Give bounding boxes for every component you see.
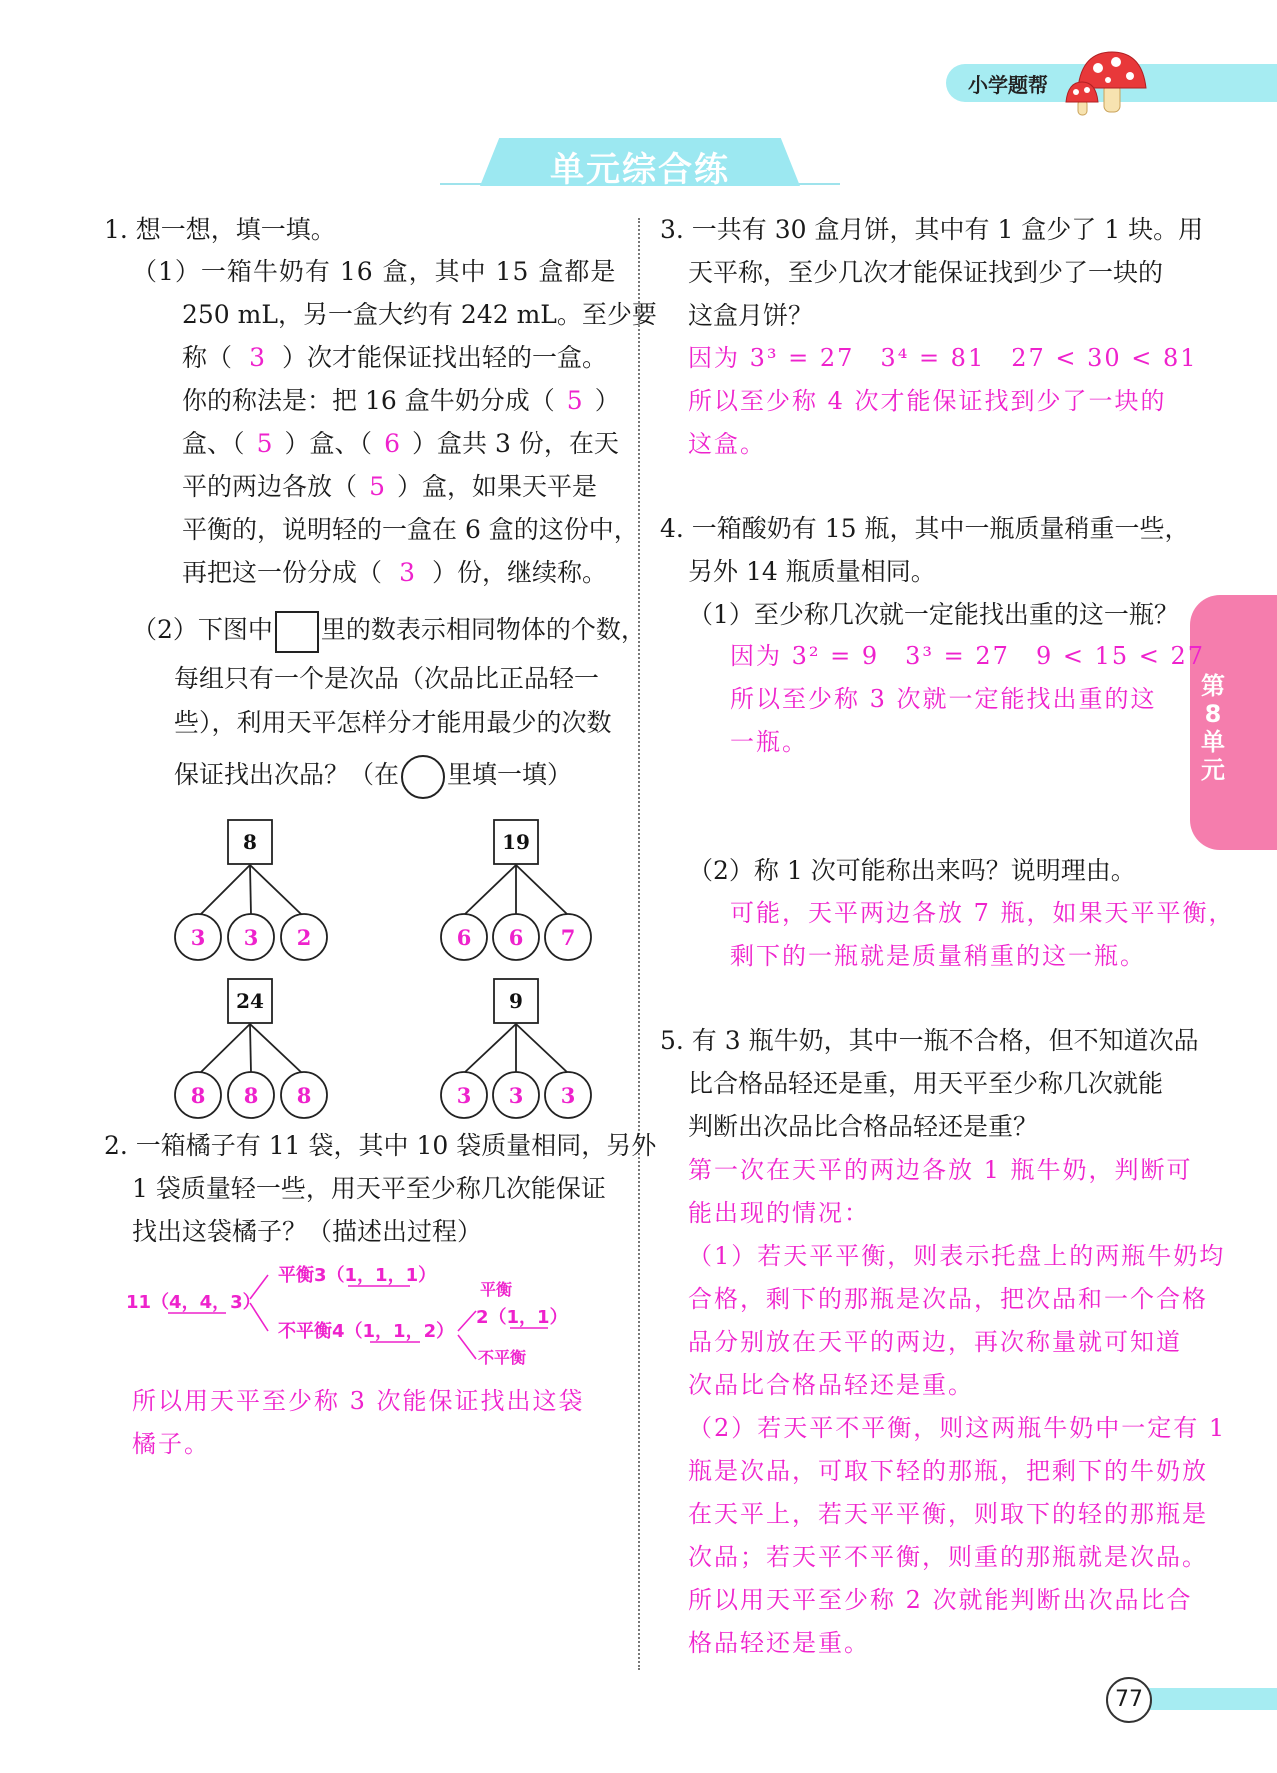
q4-sub2: （2）称 1 次可能称出来吗？说明理由。 — [688, 856, 1136, 885]
tree-leaf-answer: 8 — [296, 1083, 312, 1108]
q4-sub1-answer3: 一瓶。 — [730, 728, 808, 756]
q5-answer: （1）若天平平衡，则表示托盘上的两瓶牛奶均 — [688, 1242, 1226, 1270]
q4-sub1-answer2: 所以至少称 3 次就一定能找出重的这 — [730, 685, 1157, 713]
q4-line2: 另外 14 瓶质量相同。 — [688, 557, 936, 586]
tree-leaf-answer: 3 — [560, 1083, 576, 1108]
square-box-icon — [275, 611, 319, 653]
q1-p2-line1: （2）下图中 里的数表示相同物体的个数， — [132, 608, 646, 653]
q5-answer: 能出现的情况： — [688, 1199, 870, 1227]
q1-p1-line1: （1）一箱牛奶有 16 盒，其中 15 盒都是 — [132, 257, 617, 286]
q2-line1: 2. 一箱橘子有 11 袋，其中 10 袋质量相同，另外 — [104, 1131, 657, 1160]
q2-answer-line2: 橘子。 — [132, 1430, 210, 1458]
tree-root-label: 9 — [509, 989, 523, 1013]
q1-p1-line5: 盒、（ 5 ）盒、（ 6 ）盒共 3 份，在天 — [182, 429, 619, 458]
mushroom-icon — [1060, 44, 1150, 116]
q5-answer: 次品；若天平不平衡，则重的那瓶就是次品。 — [688, 1543, 1208, 1571]
tree-leaf-answer: 3 — [508, 1083, 524, 1108]
q2-mid2: 2（1，1） — [476, 1307, 568, 1328]
q1-p2-line3: 些），利用天平怎样分才能用最少的次数 — [174, 708, 612, 737]
q1-p2-line4: 保证找出次品？（在 里填一填） — [174, 753, 572, 799]
q5-answer: 合格，剩下的那瓶是次品，把次品和一个合格 — [688, 1285, 1208, 1313]
q5-answer: 品分别放在天平的两边，再次称量就可知道 — [688, 1328, 1182, 1356]
tree-leaf-answer: 8 — [243, 1083, 259, 1108]
tree-leaf-answer: 3 — [456, 1083, 472, 1108]
q5-answer: 次品比合格品轻还是重。 — [688, 1371, 974, 1399]
q2-start-node: 11（4，4，3） — [126, 1292, 261, 1313]
q1-p1-line3: 称（ 3 ）次才能保证找出轻的一盒。 — [182, 343, 608, 372]
q5-answer: 所以用天平至少称 2 次就能判断出次品比合 — [688, 1586, 1193, 1614]
answer-blank: 3 — [249, 343, 265, 372]
brand-label: 小学题帮 — [968, 73, 1048, 97]
unit-side-label: 第8单元 — [1201, 672, 1225, 784]
answer-blank: 5 — [566, 386, 583, 415]
answer-blank: 5 — [369, 472, 385, 501]
tree-leaf-answer: 7 — [560, 925, 576, 950]
q5-line3: 判断出次品比合格品轻还是重？ — [688, 1112, 1039, 1141]
answer-blank: 5 — [256, 429, 273, 458]
q1-p1-line4: 你的称法是：把 16 盒牛奶分成（ 5 ） — [182, 386, 620, 415]
q2-process-diagram — [120, 1255, 600, 1375]
answer-blank: 6 — [384, 429, 400, 458]
tree-leaf-answer: 8 — [190, 1083, 206, 1108]
circle-icon — [401, 755, 445, 799]
q5-answer: 瓶是次品，可取下轻的那瓶，把剩下的牛奶放 — [688, 1457, 1208, 1485]
q4-sub1-answer1: 因为 3² = 9 3³ = 27 9 < 15 < 27 — [730, 642, 1206, 670]
q5-answer: 第一次在天平的两边各放 1 瓶牛奶，判断可 — [688, 1156, 1193, 1184]
q5-answer: （2）若天平不平衡，则这两瓶牛奶中一定有 1 — [688, 1414, 1227, 1442]
q2-balance2: 平衡 — [480, 1280, 513, 1299]
q4-sub1: （1）至少称几次就一定能找出重的这一瓶？ — [688, 600, 1179, 629]
column-divider — [638, 218, 640, 1670]
q2-line2: 1 袋质量轻一些，用天平至少称几次能保证 — [132, 1174, 606, 1203]
q5-line2: 比合格品轻还是重，用天平至少称几次就能 — [688, 1069, 1164, 1098]
q5-answer: 格品轻还是重。 — [688, 1629, 870, 1657]
q1-p1-line2: 250 mL，另一盒大约有 242 mL。至少要 — [182, 300, 657, 329]
q2-balance1: 平衡3（1，1，1） — [278, 1265, 437, 1286]
q1-p1-line8: 再把这一份分成（ 3 ）份，继续称。 — [182, 558, 608, 587]
q3-line1: 3. 一共有 30 盒月饼，其中有 1 盒少了 1 块。用 — [660, 215, 1204, 244]
tree-leaf-answer: 3 — [190, 925, 206, 950]
page-number: 77 — [1106, 1677, 1152, 1723]
tree-leaf-answer: 2 — [296, 925, 312, 950]
tree-leaf-answer: 6 — [508, 925, 524, 950]
q1-heading: 1. 想一想，填一填。 — [104, 215, 336, 244]
tree-root-label: 24 — [236, 989, 264, 1013]
q3-line3: 这盒月饼？ — [688, 301, 814, 330]
tree-root-label: 19 — [502, 830, 530, 854]
q3-answer-line2: 所以至少称 4 次才能保证找到少了一块的 — [688, 387, 1167, 415]
tree-leaf-answer: 3 — [243, 925, 259, 950]
q2-line3: 找出这袋橘子？（描述出过程） — [132, 1217, 483, 1246]
q3-line2: 天平称，至少几次才能保证找到少了一块的 — [688, 258, 1164, 287]
tree-diagrams — [160, 815, 620, 1125]
q2-unbalance1: 不平衡4（1，1，2） — [278, 1321, 455, 1342]
q4-sub2-answer2: 剩下的一瓶就是质量稍重的这一瓶。 — [730, 942, 1146, 970]
q2-answer-line1: 所以用天平至少称 3 次能保证找出这袋 — [132, 1387, 585, 1415]
q2-unbalance2: 不平衡 — [478, 1348, 527, 1367]
tree-leaf-answer: 6 — [456, 925, 472, 950]
answer-blank: 3 — [399, 558, 415, 587]
q1-p1-line6: 平的两边各放（ 5 ）盒，如果天平是 — [182, 472, 598, 501]
q4-line1: 4. 一箱酸奶有 15 瓶，其中一瓶质量稍重一些， — [660, 514, 1190, 543]
q4-sub2-answer1: 可能，天平两边各放 7 瓶，如果天平平衡， — [730, 899, 1235, 927]
q5-answer: 在天平上，若天平平衡，则取下的轻的那瓶是 — [688, 1500, 1208, 1528]
q1-p2-line2: 每组只有一个是次品（次品比正品轻一 — [174, 664, 600, 693]
q1-p1-line7: 平衡的，说明轻的一盒在 6 盒的这份中， — [182, 515, 639, 544]
q5-line1: 5. 有 3 瓶牛奶，其中一瓶不合格，但不知道次品 — [660, 1026, 1199, 1055]
q3-answer-line1: 因为 3³ = 27 3⁴ = 81 27 < 30 < 81 — [688, 344, 1198, 372]
tree-root-label: 8 — [243, 830, 257, 854]
q3-answer-line3: 这盒。 — [688, 430, 766, 458]
page-title: 单元综合练 — [550, 150, 730, 190]
